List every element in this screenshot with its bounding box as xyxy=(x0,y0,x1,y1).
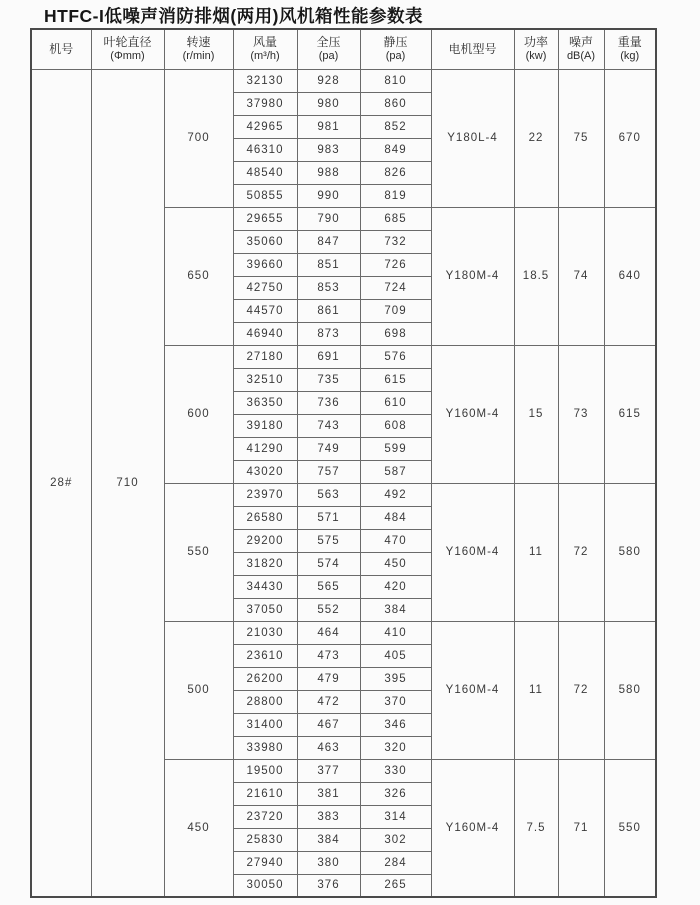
static-pressure-cell: 470 xyxy=(360,529,431,552)
col-header-total-pressure: 全压 (pa) xyxy=(297,29,360,69)
total-pressure-cell: 928 xyxy=(297,69,360,92)
total-pressure-cell: 383 xyxy=(297,805,360,828)
speed-cell: 500 xyxy=(164,621,233,759)
performance-table xyxy=(30,28,657,898)
total-pressure-cell: 873 xyxy=(297,322,360,345)
static-pressure-cell: 384 xyxy=(360,598,431,621)
static-pressure-cell: 395 xyxy=(360,667,431,690)
total-pressure-cell: 472 xyxy=(297,690,360,713)
air-volume-cell: 23720 xyxy=(233,805,297,828)
static-pressure-cell: 608 xyxy=(360,414,431,437)
air-volume-cell: 37050 xyxy=(233,598,297,621)
total-pressure-cell: 691 xyxy=(297,345,360,368)
col-header-weight: 重量 (kg) xyxy=(604,29,656,69)
total-pressure-cell: 479 xyxy=(297,667,360,690)
total-pressure-cell: 735 xyxy=(297,368,360,391)
air-volume-cell: 28800 xyxy=(233,690,297,713)
air-volume-cell: 39180 xyxy=(233,414,297,437)
page-title: HTFC-I低噪声消防排烟(两用)风机箱性能参数表 xyxy=(44,6,423,26)
total-pressure-cell: 563 xyxy=(297,483,360,506)
total-pressure-cell: 380 xyxy=(297,851,360,874)
total-pressure-cell: 861 xyxy=(297,299,360,322)
weight-cell: 580 xyxy=(604,483,656,621)
static-pressure-cell: 732 xyxy=(360,230,431,253)
static-pressure-cell: 302 xyxy=(360,828,431,851)
static-pressure-cell: 709 xyxy=(360,299,431,322)
total-pressure-cell: 736 xyxy=(297,391,360,414)
speed-cell: 650 xyxy=(164,207,233,345)
speed-cell: 700 xyxy=(164,69,233,207)
col-header-power: 功率 (kw) xyxy=(514,29,558,69)
static-pressure-cell: 492 xyxy=(360,483,431,506)
total-pressure-cell: 790 xyxy=(297,207,360,230)
air-volume-cell: 43020 xyxy=(233,460,297,483)
static-pressure-cell: 724 xyxy=(360,276,431,299)
air-volume-cell: 42965 xyxy=(233,115,297,138)
col-header-impeller-diameter: 叶轮直径 (Φmm) xyxy=(91,29,164,69)
air-volume-cell: 41290 xyxy=(233,437,297,460)
static-pressure-cell: 370 xyxy=(360,690,431,713)
power-cell: 18.5 xyxy=(514,207,558,345)
air-volume-cell: 34430 xyxy=(233,575,297,598)
static-pressure-cell: 330 xyxy=(360,759,431,782)
air-volume-cell: 31400 xyxy=(233,713,297,736)
static-pressure-cell: 420 xyxy=(360,575,431,598)
total-pressure-cell: 980 xyxy=(297,92,360,115)
total-pressure-cell: 464 xyxy=(297,621,360,644)
weight-cell: 580 xyxy=(604,621,656,759)
static-pressure-cell: 284 xyxy=(360,851,431,874)
noise-cell: 73 xyxy=(558,345,604,483)
total-pressure-cell: 983 xyxy=(297,138,360,161)
noise-cell: 71 xyxy=(558,759,604,897)
total-pressure-cell: 571 xyxy=(297,506,360,529)
air-volume-cell: 32510 xyxy=(233,368,297,391)
static-pressure-cell: 610 xyxy=(360,391,431,414)
air-volume-cell: 27940 xyxy=(233,851,297,874)
table-body xyxy=(31,69,656,897)
static-pressure-cell: 410 xyxy=(360,621,431,644)
machine-no-cell: 28# xyxy=(31,69,91,897)
table-row xyxy=(31,69,656,92)
total-pressure-cell: 384 xyxy=(297,828,360,851)
power-cell: 22 xyxy=(514,69,558,207)
impeller-diameter-cell: 710 xyxy=(91,69,164,897)
air-volume-cell: 23970 xyxy=(233,483,297,506)
static-pressure-cell: 685 xyxy=(360,207,431,230)
total-pressure-cell: 463 xyxy=(297,736,360,759)
noise-cell: 72 xyxy=(558,483,604,621)
total-pressure-cell: 376 xyxy=(297,874,360,897)
power-cell: 11 xyxy=(514,621,558,759)
power-cell: 7.5 xyxy=(514,759,558,897)
total-pressure-cell: 851 xyxy=(297,253,360,276)
total-pressure-cell: 575 xyxy=(297,529,360,552)
total-pressure-cell: 574 xyxy=(297,552,360,575)
static-pressure-cell: 810 xyxy=(360,69,431,92)
air-volume-cell: 25830 xyxy=(233,828,297,851)
static-pressure-cell: 826 xyxy=(360,161,431,184)
motor-model-cell: Y160M-4 xyxy=(431,621,514,759)
total-pressure-cell: 467 xyxy=(297,713,360,736)
static-pressure-cell: 576 xyxy=(360,345,431,368)
air-volume-cell: 26200 xyxy=(233,667,297,690)
noise-cell: 72 xyxy=(558,621,604,759)
air-volume-cell: 50855 xyxy=(233,184,297,207)
total-pressure-cell: 853 xyxy=(297,276,360,299)
static-pressure-cell: 587 xyxy=(360,460,431,483)
total-pressure-cell: 757 xyxy=(297,460,360,483)
motor-model-cell: Y160M-4 xyxy=(431,345,514,483)
air-volume-cell: 32130 xyxy=(233,69,297,92)
static-pressure-cell: 484 xyxy=(360,506,431,529)
air-volume-cell: 31820 xyxy=(233,552,297,575)
total-pressure-cell: 552 xyxy=(297,598,360,621)
power-cell: 11 xyxy=(514,483,558,621)
air-volume-cell: 46940 xyxy=(233,322,297,345)
static-pressure-cell: 320 xyxy=(360,736,431,759)
weight-cell: 550 xyxy=(604,759,656,897)
air-volume-cell: 35060 xyxy=(233,230,297,253)
total-pressure-cell: 381 xyxy=(297,782,360,805)
col-header-speed: 转速 (r/min) xyxy=(164,29,233,69)
speed-cell: 600 xyxy=(164,345,233,483)
weight-cell: 640 xyxy=(604,207,656,345)
air-volume-cell: 36350 xyxy=(233,391,297,414)
static-pressure-cell: 860 xyxy=(360,92,431,115)
static-pressure-cell: 405 xyxy=(360,644,431,667)
power-cell: 15 xyxy=(514,345,558,483)
air-volume-cell: 44570 xyxy=(233,299,297,322)
motor-model-cell: Y180M-4 xyxy=(431,207,514,345)
total-pressure-cell: 743 xyxy=(297,414,360,437)
static-pressure-cell: 726 xyxy=(360,253,431,276)
noise-cell: 74 xyxy=(558,207,604,345)
air-volume-cell: 29655 xyxy=(233,207,297,230)
air-volume-cell: 33980 xyxy=(233,736,297,759)
motor-model-cell: Y160M-4 xyxy=(431,759,514,897)
static-pressure-cell: 326 xyxy=(360,782,431,805)
total-pressure-cell: 988 xyxy=(297,161,360,184)
speed-cell: 450 xyxy=(164,759,233,897)
col-header-machine-no: 机号 xyxy=(31,29,91,69)
speed-cell: 550 xyxy=(164,483,233,621)
total-pressure-cell: 377 xyxy=(297,759,360,782)
static-pressure-cell: 852 xyxy=(360,115,431,138)
total-pressure-cell: 473 xyxy=(297,644,360,667)
static-pressure-cell: 346 xyxy=(360,713,431,736)
air-volume-cell: 30050 xyxy=(233,874,297,897)
total-pressure-cell: 847 xyxy=(297,230,360,253)
air-volume-cell: 27180 xyxy=(233,345,297,368)
air-volume-cell: 37980 xyxy=(233,92,297,115)
static-pressure-cell: 698 xyxy=(360,322,431,345)
air-volume-cell: 21610 xyxy=(233,782,297,805)
header-row xyxy=(31,29,656,69)
air-volume-cell: 48540 xyxy=(233,161,297,184)
noise-cell: 75 xyxy=(558,69,604,207)
col-header-noise: 噪声 dB(A) xyxy=(558,29,604,69)
static-pressure-cell: 450 xyxy=(360,552,431,575)
air-volume-cell: 21030 xyxy=(233,621,297,644)
col-header-air-volume: 风量 (m³/h) xyxy=(233,29,297,69)
air-volume-cell: 23610 xyxy=(233,644,297,667)
static-pressure-cell: 599 xyxy=(360,437,431,460)
static-pressure-cell: 849 xyxy=(360,138,431,161)
static-pressure-cell: 314 xyxy=(360,805,431,828)
air-volume-cell: 42750 xyxy=(233,276,297,299)
col-header-static-pressure: 静压 (pa) xyxy=(360,29,431,69)
static-pressure-cell: 265 xyxy=(360,874,431,897)
col-header-motor-model: 电机型号 xyxy=(431,29,514,69)
motor-model-cell: Y160M-4 xyxy=(431,483,514,621)
air-volume-cell: 29200 xyxy=(233,529,297,552)
static-pressure-cell: 615 xyxy=(360,368,431,391)
total-pressure-cell: 565 xyxy=(297,575,360,598)
air-volume-cell: 26580 xyxy=(233,506,297,529)
weight-cell: 670 xyxy=(604,69,656,207)
total-pressure-cell: 981 xyxy=(297,115,360,138)
motor-model-cell: Y180L-4 xyxy=(431,69,514,207)
air-volume-cell: 19500 xyxy=(233,759,297,782)
weight-cell: 615 xyxy=(604,345,656,483)
air-volume-cell: 39660 xyxy=(233,253,297,276)
total-pressure-cell: 749 xyxy=(297,437,360,460)
static-pressure-cell: 819 xyxy=(360,184,431,207)
air-volume-cell: 46310 xyxy=(233,138,297,161)
total-pressure-cell: 990 xyxy=(297,184,360,207)
